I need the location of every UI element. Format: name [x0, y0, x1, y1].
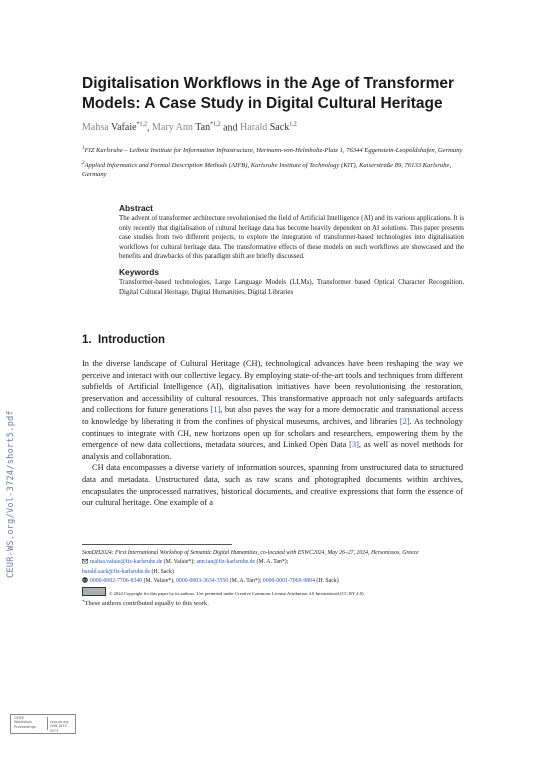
paragraph-2: CH data encompasses a diverse variety of information sources, spanning from unstructured data to structured data and metadata. Unstructured data, such as raw scans and photographed documents within archives, encapsulates the unprocessed narratives, historical documents, and creative expressions that form the essence of our cultural heritage. One example of a [82, 463, 463, 508]
affiliations [82, 144, 472, 183]
author-tan: Mary Ann Tan$^{*1,2}$ [152, 122, 221, 134]
orcid-vafaie-link[interactable]: 0000-0002-7706-8340 [90, 578, 143, 585]
cc-by-license-icon [82, 587, 106, 596]
envelope-icon [82, 558, 88, 564]
author-vafaie: Mahsa Vafaie$^{*1,2}$ [82, 122, 148, 134]
paragraph-1: In the diverse landscape of Cultural Heritage (CH), technological advances have been reshaping the way we perceive and interact with our collective legacy. By employing state-of-the-art tools and techniques from different subfields of Artificial Intelligence (AI), digitalisation initiatives have been revolutionising the restoration, preservation and accessibility of cultural resources. This transformative approach not only safeguards artifacts and collections for future generations [1], but also paves the way for a more democratic and transnational access to knowledge by liberating it from the confines of physical museums, archives, and libraries [2]. As technology continues to integrate with CH, new horizons open up for scholars and researchers, empowering them by the emergence of new data collections, metadata sources, and Linked Open Data [3], as well as novel methods for analysis and collaboration. [82, 359, 464, 461]
affiliation-2: $^2$Applied Informatics and Formal Description Methods (AIFB), Karlsruhe Institute of Technology (KIT), Kaiserstraße 89, 76133 Karlsruhe, Germany [82, 160, 452, 179]
citation-3[interactable]: [3] [349, 440, 359, 450]
author-sack: Harald Sack$^{1,2}$ [240, 122, 297, 134]
citation-2[interactable]: [2] [399, 416, 410, 426]
ceur-workshop-logo [10, 714, 76, 734]
orcid-tan-link[interactable]: 0000-0003-3634-3550 [176, 578, 229, 585]
footnote-copyright: © 2024 Copyright for this paper by its authors. Use permitted under Creative Commons License Attribution 4.0 International (CC BY 4.0). [82, 587, 472, 598]
email-tan-link[interactable]: ann.tan@fiz-karlsruhe.de [196, 559, 256, 566]
abstract-text: The advent of transformer architecture revolutionised the field of Artificial Intelligence (AI) and its various applications. It is only recently that digitalisation of cultural heritage data has become heavily dependent on AI solutions. This paper presents case studies from two different projects, to explore the integration of transformer-based technologies into digitalisation workflows for cultural heritage data. The transformative effects of these models on such workflows are showcased and the benefits and drawbacks of this paradigm shift are briefly discussed. [119, 215, 464, 261]
abstract-block [119, 203, 464, 302]
ceur-logo-text: CEUR Workshop Proceedings [14, 716, 36, 729]
footnote-orcids: iD 0000-0002-7706-8340 (M. Vafaie*), 0000-0003-3634-3550 (M. A. Tan*); 0000-0001-7069-9804 (H. Sack) [83, 578, 339, 585]
affiliation-1: $^1$FIZ Karlsruhe – Leibniz Institute for Information Infrastructure, Hermann-von-Helmholtz-Platz 1, 76344 Eggenstein-Leopoldshafen, Germany [82, 146, 463, 155]
keywords-text: Transformer-based technologies, Large Language Models (LLMs), Transformer based Optical Character Recognition, Digital Cultural Heritage, Digital Humanities, Digital Libraries [119, 278, 464, 296]
orcid-icon [82, 577, 88, 583]
author-list: Mahsa Vafaie$^{*1,2}$, Mary Ann Tan$^{*1,2}$ and Harald Sack$^{1,2}$ [82, 122, 297, 134]
citation-1[interactable]: [1] [210, 405, 221, 415]
paper-title: Digitalisation Workflows in the Age of Transformer Models: A Case Study in Digital Cultural Heritage [82, 75, 455, 112]
orcid-sack-link[interactable]: 0000-0001-7069-9804 [262, 578, 315, 585]
keywords-heading: Keywords [119, 266, 160, 277]
email-sack-link[interactable]: harald.sack@fiz-karlsruhe.de [82, 568, 151, 575]
footnotes [82, 549, 472, 608]
ceur-logo-issn: ceur-ws.org ISSN 1613-0073 [47, 717, 74, 730]
svg-text:iD: iD [83, 578, 87, 583]
abstract-heading: Abstract [119, 203, 153, 213]
email-vafaie-link[interactable]: mahsa.vafaie@fiz-karlsruhe.de [90, 559, 163, 566]
section-heading-introduction: 1. Introduction [82, 334, 166, 346]
footnote-equal-contribution: *These authors contributed equally to this work. [82, 600, 209, 608]
footnote-emails: mahsa.vafaie@fiz-karlsruhe.de (M. Vafaie*); ann.tan@fiz-karlsruhe.de (M. A. Tan*); harald.sack@fiz-karlsruhe.de (H. Sack) [82, 559, 289, 575]
introduction-body [82, 358, 463, 509]
footnote-divider [82, 544, 232, 545]
ceur-side-label: CEUR-WS.org/Vol-3724/short5.pdf [6, 410, 16, 578]
footnote-venue: SemDH2024: First International Workshop of Semantic Digital Humanities, co-located with ESWC2024, May 26–27, 2024, Hersonissos, Greece [82, 550, 419, 556]
